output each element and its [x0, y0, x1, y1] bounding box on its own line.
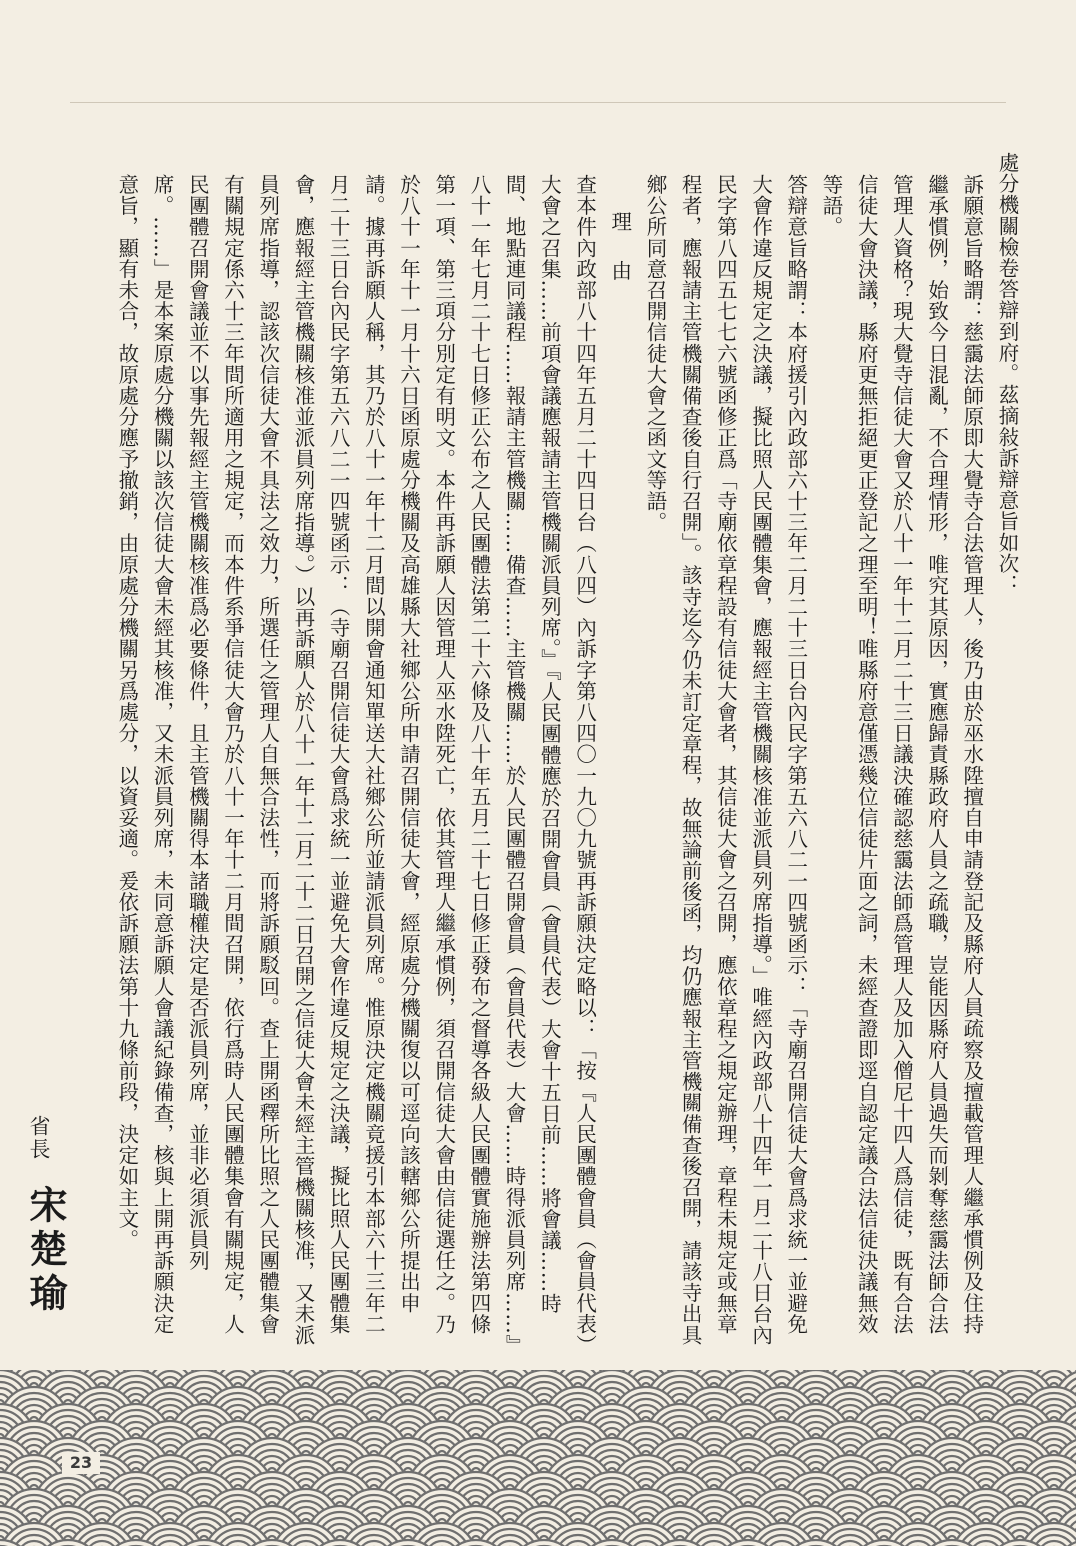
paragraph-intro: 處分機關檢卷答辯到府。茲摘敍訴辯意旨如次：	[995, 152, 1019, 596]
paragraph-defense-summary: 答辯意旨略謂：本府援引內政部六十三年二月二十三日台內民字第五六八二一四號函示：「寺廟召開信徒大會爲求統一並避免大會作違反規定之決議，擬比照人民團體集會，應報經主管機關核准並派員列席指導。」唯經內政部八十四年一月二十八日台內民字第八四五七七六號函修正爲「寺廟依章程設有信徒大會者，其信徒大會之召開，應依章程之規定辦理，章程未規定或無章程者，應報請主管機關備查後自行召開」。該寺迄今仍未訂定章程，故無論前後函，均仍應報主管機關備查後召開，請該寺出具鄉公所同意召開信徒大會之函文等語。	[642, 173, 808, 1345]
signature-title: 省長	[27, 1115, 51, 1161]
page-number: 23	[62, 1452, 100, 1474]
signature-name: 宋楚瑜	[23, 1185, 68, 1317]
paragraph-appeal-summary: 訴願意旨略謂：慈靄法師原即大覺寺合法管理人，後乃由於巫水陞擅自申請登記及縣府人員疏察及擅載管理人繼承慣例及住持繼承慣例，始致今日混亂，不合理情形，唯究其原因，實應歸責縣政府人員之疏職，豈能因縣府人員過失而剝奪慈靄法師合法管理人資格？現大覺寺信徒大會又於八十一年十二月二十三日議決確認慈靄法師爲管理人及加入僧尼十四人爲信徒，既有合法信徒大會決議，縣府更無拒絕更正登記之理至明！唯縣府意僅憑幾位信徒片面之詞，未經查證即逕自認定議合法信徒決議無效等語。	[818, 173, 984, 1335]
paragraph-reasons: 查本件內政部八十四年五月二十四日台（八四）內訴字第八四〇一九〇九號再訴願決定略以：「按『人民團體會員（會員代表）大會之召集……前項會議應報請主管機關派員列席。』『人民團體應於召開會員（會員代表）大會十五日前……將會議……時間、地點連同議程……報請主管機關……備查……主管機關……於人民團體召開會員（會員代表）大會……時得派員列席……』八十一年七月二十七日修正公布之人民團體法第二十六條及八十年五月二十七日修正發布之督導各級人民團體實施辦法第四條第一項、第三項分別定有明文。本件再訴願人因管理人巫水陞死亡，依其管理人繼承慣例，須召開信徒大會由信徒選任之。乃於八十一年十一月十六日函原處分機關及高雄縣大社鄉公所申請召開信徒大會，經原處分機關復以可逕向該轄鄉公所提出申請。據再訴願人稱，其乃於八十一年十二月間以開會通知單送大社鄉公所並請派員列席。惟原決定機關竟援引本部六十三年二月二十三日台內民字第五六八二一四號函示：（寺廟召開信徒大會爲求統一並避免大會作違反規定之決議，擬比照人民團體集會，應報經主管機關核准並派員列席指導。）以再訴願人於八十一年十二月二十二日召開之信徒大會未經主管機關核准，又未派員列席指導，認該次信徒大會不具法之效力，所選任之管理人自無合法性，而將訴願駁回。查上開函釋所比照之人民團體集會有關規定係六十三年間所適用之規定，而本件系爭信徒大會乃於八十一年十二月間召開，依行爲時人民團體集會有關規定，人民團體召開會議並不以事先報經主管機關核准爲必要條件，且主管機關得本諸職權決定是否派員列席，並非必須派員列席。……」是本案原處分機關以該次信徒大會未經其核准，又未派員列席，未同意訴願人會議紀錄備查，核與上開再訴願決定意旨，顯有未合，故原處分應予撤銷，由原處分機關另爲處分，以資妥適。爰依訴願法第十九條前段，決定如主文。	[114, 173, 597, 1345]
section-heading-reasons: 理由	[607, 211, 632, 310]
wave-pattern-decoration	[0, 1370, 1076, 1546]
body-text	[64, 152, 1024, 1352]
header-rule	[70, 102, 1006, 103]
